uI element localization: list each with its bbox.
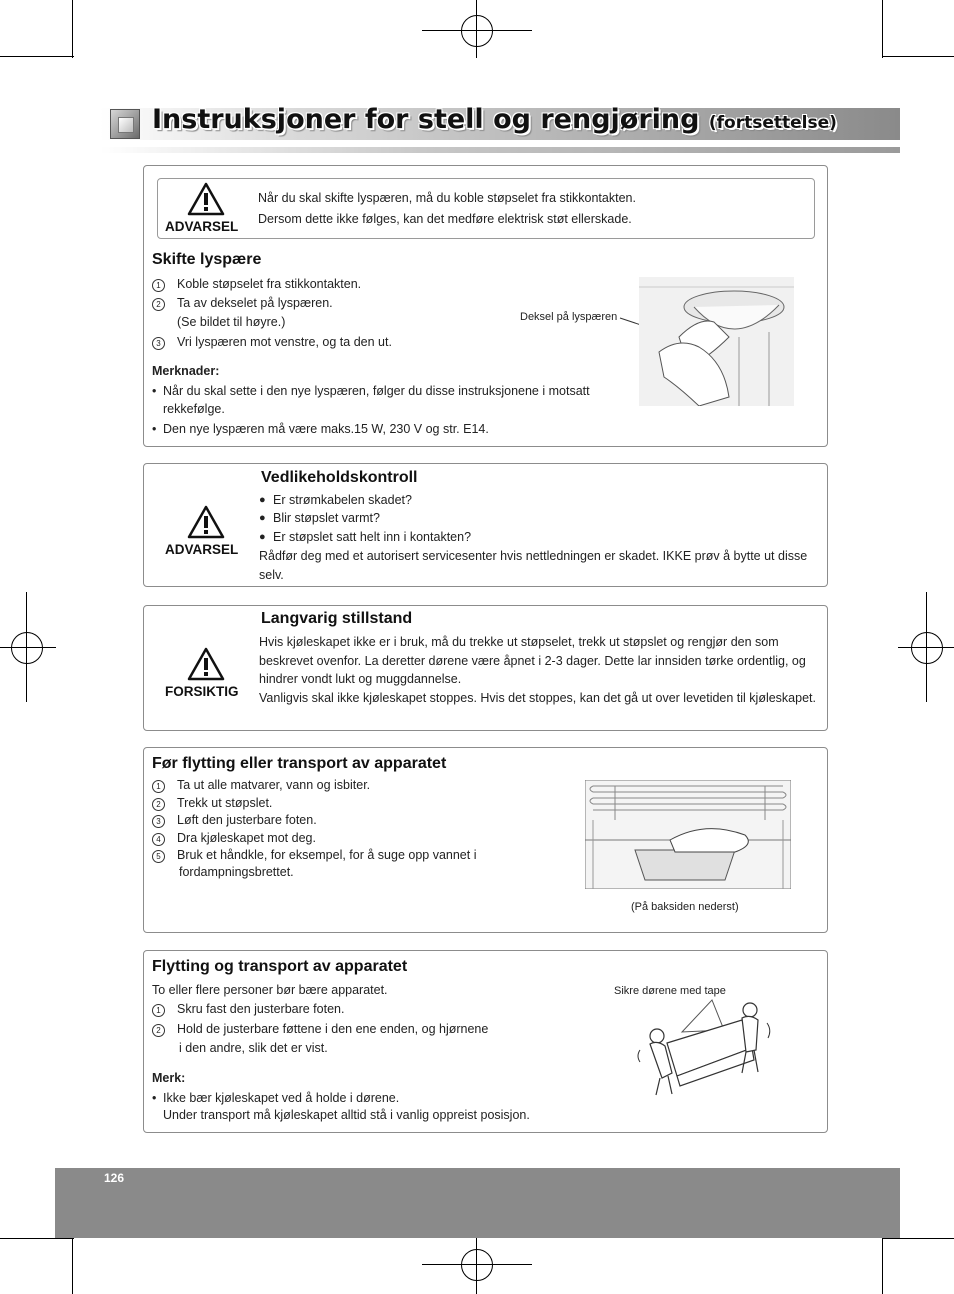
- warning-box-light: [157, 178, 815, 239]
- light-cover-illustration: [639, 277, 794, 406]
- bullet-text: Er støpslet satt helt inn i kontakten?: [273, 530, 472, 544]
- warning-triangle-icon: [187, 505, 225, 539]
- step-text: Dra kjøleskapet mot deg.: [177, 831, 316, 845]
- step-number: 1: [152, 780, 165, 793]
- page-title-subtitle: (fortsettelse): [708, 113, 837, 133]
- moving-intro: To eller flere personer bør bære apparatet.: [152, 983, 388, 997]
- step-number: 2: [152, 1024, 165, 1037]
- long-term-text-1: Hvis kjøleskapet ikke er i bruk, må du trekke ut støpselet, trekk ut støpslet og rengjør den som beskrevet ovenfor. La deretter dørene være åpnet i 2-3 dager. Dette lar innsiden tørke ordentlig, og hindrer vondt lukt og muggdannelse.: [259, 635, 806, 686]
- note-heading: Merk:: [152, 1071, 186, 1085]
- image-callout-label: Deksel på lyspæren: [520, 311, 618, 323]
- note-text: Ikke bær kjøleskapet ved å holde i dørene.: [163, 1091, 400, 1105]
- bullet-text: Blir støpslet varmt?: [273, 511, 380, 525]
- caution-triangle-icon: [187, 647, 225, 681]
- warning-triangle-icon: [187, 182, 225, 216]
- page-title-main: Instruksjoner for stell og rengjøring: [152, 104, 700, 135]
- bullet: ●: [259, 494, 266, 506]
- note-text: Når du skal sette i den nye lyspæren, følger du disse instruksjonene i motsatt: [163, 384, 590, 398]
- note-text: Den nye lyspæren må være maks.15 W, 230 V og str. E14.: [163, 422, 489, 436]
- step-text-continued: (Se bildet til høyre.): [177, 315, 286, 329]
- step-text: Koble støpselet fra stikkontakten.: [177, 277, 362, 291]
- note-bullet: •: [152, 384, 157, 398]
- step-text: Vri lyspæren mot venstre, og ta den ut.: [177, 335, 392, 349]
- step-text: Bruk et håndkle, for eksempel, for å suge opp vannet i: [177, 848, 477, 862]
- step-text: Ta av dekselet på lyspæren.: [177, 296, 333, 310]
- step-number: 2: [152, 798, 165, 811]
- heading-before-moving: Før flytting eller transport av apparatet: [152, 755, 447, 772]
- refrigerator-back-illustration: [585, 780, 791, 889]
- note-text-continued: Under transport må kjøleskapet alltid stå i vanlig oppreist posisjon.: [163, 1108, 530, 1122]
- step-number: 2: [152, 298, 165, 311]
- step-number: 5: [152, 850, 165, 863]
- image-caption: (På baksiden nederst): [631, 901, 739, 913]
- note-bullet: •: [152, 422, 157, 436]
- step-number: 3: [152, 815, 165, 828]
- step-number: 3: [152, 337, 165, 350]
- heading-light-bulb: Skifte lyspære: [152, 251, 262, 268]
- step-text-continued: i den andre, slik det er vist.: [179, 1041, 328, 1055]
- maintenance-text: Rådfør deg med et autorisert servicesenter hvis nettledningen er skadet. IKKE prøv å bytte ut disse selv.: [259, 549, 808, 582]
- footer-bar: [55, 1168, 900, 1238]
- warning-text-line-1: Når du skal skifte lyspæren, må du koble støpselet fra stikkontakten.: [258, 191, 636, 205]
- heading-long-term: Langvarig stillstand: [261, 610, 413, 627]
- carrying-illustration: [632, 998, 777, 1100]
- step-text-continued: fordampningsbrettet.: [179, 865, 294, 879]
- step-number: 4: [152, 833, 165, 846]
- warning-label: ADVARSEL: [165, 542, 239, 557]
- header-underline: [100, 147, 900, 153]
- header-square-icon: [110, 109, 140, 139]
- bullet: ●: [259, 531, 266, 543]
- step-number: 1: [152, 1004, 165, 1017]
- caution-label: FORSIKTIG: [165, 684, 239, 699]
- step-text: Trekk ut støpslet.: [177, 796, 273, 810]
- long-term-text-2: Vanligvis skal ikke kjøleskapet stoppes. Hvis det stoppes, kan det gå ut over levetiden til kjøleskapet.: [259, 691, 816, 705]
- step-text: Skru fast den justerbare foten.: [177, 1002, 345, 1016]
- bullet: ●: [259, 512, 266, 524]
- note-text-continued: rekkefølge.: [163, 402, 225, 416]
- warning-text-line-2: Dersom dette ikke følges, kan det medføre elektrisk støt ellerskade.: [258, 212, 632, 226]
- image-callout-label: Sikre dørene med tape: [614, 985, 726, 997]
- step-text: Løft den justerbare foten.: [177, 813, 317, 827]
- step-text: Ta ut alle matvarer, vann og isbiter.: [177, 778, 371, 792]
- bullet-text: Er strømkabelen skadet?: [273, 493, 412, 507]
- step-text: Hold de justerbare føttene i den ene enden, og hjørnene: [177, 1022, 489, 1036]
- heading-maintenance: Vedlikeholdskontroll: [261, 469, 418, 486]
- step-number: 1: [152, 279, 165, 292]
- page-title: [152, 104, 837, 135]
- heading-moving: Flytting og transport av apparatet: [152, 958, 408, 975]
- notes-heading: Merknader:: [152, 364, 220, 378]
- page-number: 126: [104, 1171, 125, 1185]
- warning-label: ADVARSEL: [165, 219, 239, 234]
- note-bullet: •: [152, 1091, 157, 1105]
